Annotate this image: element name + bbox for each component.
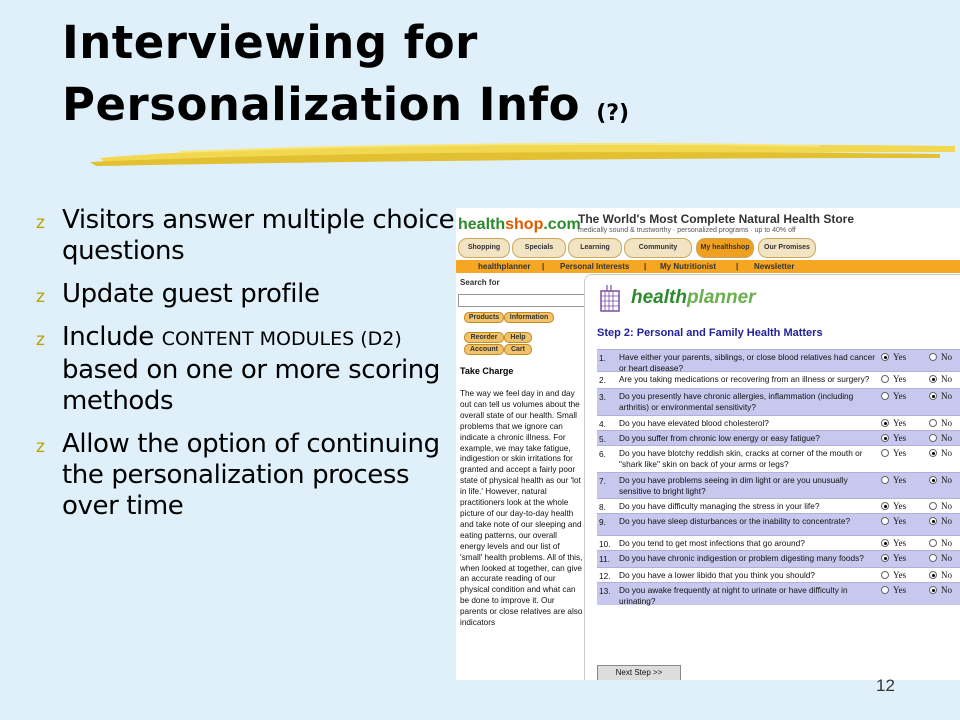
yes-label: Yes bbox=[893, 352, 907, 362]
no-radio[interactable] bbox=[929, 502, 937, 510]
no-radio[interactable] bbox=[929, 539, 937, 547]
take-charge-text: The way we feel day in and day out can tell us volumes about the overall state of our health. Small problems that we ignore can indicate a chronic illness. For example, we may take fatigue, indigestion or skin irritations for granted and accept a fairly poor state of physical health as our 'lot in life.' However, natural practitioners look at the whole picture of our day-to-day health and take note of our sleeping and eating patterns, our overall energy levels and our list of 'small' health problems. All of this, when looked at together, can give an accurate reading of our physical condition and what can be done to improve it. Our parents or close relatives are also indicators bbox=[460, 389, 583, 628]
yes-label: Yes bbox=[893, 501, 907, 511]
nav-label: Specials bbox=[524, 244, 554, 251]
yes-label: Yes bbox=[893, 475, 907, 485]
yes-label: Yes bbox=[893, 433, 907, 443]
no-label: No bbox=[941, 553, 952, 563]
question-text: Do you have difficulty managing the stress in your life? bbox=[619, 501, 820, 511]
healthplanner-logo-icon bbox=[597, 283, 627, 315]
cart-button[interactable]: Cart bbox=[504, 344, 532, 355]
question-number: 2. bbox=[599, 375, 606, 385]
question-number: 8. bbox=[599, 502, 606, 512]
yes-label: Yes bbox=[893, 418, 907, 428]
yes-radio[interactable] bbox=[881, 539, 889, 547]
no-radio[interactable] bbox=[929, 419, 937, 427]
bullet-text: Allow the option of continuing the personalization process over time bbox=[62, 429, 440, 521]
healthplanner-wordmark bbox=[631, 287, 756, 309]
no-radio[interactable] bbox=[929, 476, 937, 484]
question-row bbox=[597, 472, 960, 499]
yes-radio[interactable] bbox=[881, 502, 889, 510]
no-radio[interactable] bbox=[929, 434, 937, 442]
yellow-brush-stroke bbox=[60, 136, 960, 176]
question-text: Are you taking medications or recovering from an illness or surgery? bbox=[619, 374, 870, 384]
yes-label: Yes bbox=[893, 448, 907, 458]
site-header bbox=[456, 208, 960, 258]
question-number: 10. bbox=[599, 539, 611, 549]
yes-radio[interactable] bbox=[881, 392, 889, 400]
nav-learning[interactable] bbox=[568, 238, 622, 258]
question-text: Do you tend to get most infections that go around? bbox=[619, 538, 805, 548]
step-title: Step 2: Personal and Family Health Matters bbox=[597, 327, 823, 339]
search-label: Search for bbox=[460, 278, 500, 287]
bullet-text: based on one or more scoring methods bbox=[62, 355, 440, 416]
question-number: 4. bbox=[599, 419, 606, 429]
yes-radio[interactable] bbox=[881, 476, 889, 484]
question-number: 6. bbox=[599, 449, 606, 459]
question-number: 11. bbox=[599, 554, 610, 564]
question-row bbox=[597, 388, 960, 416]
question-text: Do you have blotchy reddish skin, cracks at corner of the mouth or "shark like" skin on back of your arms or legs? bbox=[619, 448, 863, 469]
question-text: Do you awake frequently at night to urinate or have difficulty in urinating? bbox=[619, 585, 848, 606]
no-label: No bbox=[941, 501, 952, 511]
no-label: No bbox=[941, 418, 952, 428]
subnav-divider: | bbox=[542, 262, 545, 271]
subnav-divider: | bbox=[736, 262, 739, 271]
yes-radio[interactable] bbox=[881, 586, 889, 594]
question-text: Do you presently have chronic allergies, inflammation (including arthritis) or environmental sensitivity? bbox=[619, 391, 854, 412]
yes-radio[interactable] bbox=[881, 554, 889, 562]
no-label: No bbox=[941, 585, 952, 595]
reorder-button[interactable]: Reorder bbox=[464, 332, 504, 343]
no-radio[interactable] bbox=[929, 586, 937, 594]
bullet-marker-icon: z bbox=[36, 287, 45, 307]
yes-label: Yes bbox=[893, 538, 907, 548]
subnav-personal-interests[interactable]: Personal Interests bbox=[560, 262, 630, 271]
question-text: Do you have chronic indigestion or problem digesting many foods? bbox=[619, 553, 864, 563]
bullet-list bbox=[36, 205, 456, 534]
no-label: No bbox=[941, 570, 952, 580]
yes-radio[interactable] bbox=[881, 434, 889, 442]
yes-radio[interactable] bbox=[881, 449, 889, 457]
question-text: Do you have sleep disturbances or the inability to concentrate? bbox=[619, 516, 851, 526]
question-row bbox=[597, 498, 960, 514]
bullet-item bbox=[36, 279, 456, 310]
no-radio[interactable] bbox=[929, 554, 937, 562]
nav-label: Learning bbox=[580, 244, 610, 251]
question-row bbox=[597, 445, 960, 473]
no-label: No bbox=[941, 374, 952, 384]
question-row bbox=[597, 513, 960, 536]
question-number: 12. bbox=[599, 571, 611, 581]
subnav-my-nutritionist[interactable]: My Nutritionist bbox=[660, 262, 716, 271]
no-radio[interactable] bbox=[929, 353, 937, 361]
no-label: No bbox=[941, 352, 952, 362]
question-number: 3. bbox=[599, 392, 606, 402]
yes-radio[interactable] bbox=[881, 419, 889, 427]
nav-shopping[interactable] bbox=[458, 238, 510, 258]
subnav-bar bbox=[456, 260, 960, 273]
take-charge-heading: Take Charge bbox=[460, 366, 514, 376]
help-button[interactable]: Help bbox=[504, 332, 532, 343]
question-row bbox=[597, 349, 960, 372]
nav-label: My healthshop bbox=[700, 244, 750, 251]
no-radio[interactable] bbox=[929, 375, 937, 383]
no-radio[interactable] bbox=[929, 392, 937, 400]
bullet-marker-icon: z bbox=[36, 213, 45, 233]
logo-suffix: .com bbox=[543, 216, 581, 233]
no-label: No bbox=[941, 475, 952, 485]
question-text: Do you suffer from chronic low energy or easy fatigue? bbox=[619, 433, 820, 443]
slide-title bbox=[62, 12, 762, 145]
bullet-text: Visitors answer multiple choice questions bbox=[62, 205, 455, 266]
yes-radio[interactable] bbox=[881, 353, 889, 361]
nav-label: Our Promises bbox=[764, 244, 810, 251]
question-text: Have either your parents, siblings, or close blood relatives had cancer or heart disease? bbox=[619, 352, 875, 373]
no-label: No bbox=[941, 448, 952, 458]
logo-accent: shop bbox=[505, 216, 544, 233]
left-sidebar bbox=[456, 274, 586, 680]
question-row bbox=[597, 430, 960, 446]
bullet-text-caps: CONTENT MODULES (D2) bbox=[161, 328, 402, 350]
no-radio[interactable] bbox=[929, 517, 937, 525]
yes-radio[interactable] bbox=[881, 571, 889, 579]
healthplanner-panel bbox=[584, 274, 960, 680]
yes-label: Yes bbox=[893, 553, 907, 563]
nav-community[interactable] bbox=[624, 238, 692, 258]
question-row bbox=[597, 371, 960, 389]
bullet-text: Include bbox=[62, 322, 154, 352]
question-text: Do you have elevated blood cholesterol? bbox=[619, 418, 769, 428]
title-line-2: Personalization Info bbox=[62, 78, 581, 131]
site-tagline: The World's Most Complete Natural Health Store bbox=[578, 212, 854, 226]
nav-my-healthshop[interactable] bbox=[696, 238, 754, 258]
question-row bbox=[597, 567, 960, 583]
no-label: No bbox=[941, 538, 952, 548]
no-label: No bbox=[941, 391, 952, 401]
website-screenshot bbox=[456, 208, 960, 680]
planner-brand: health bbox=[631, 287, 687, 308]
subnav-divider: | bbox=[644, 262, 647, 271]
products-button[interactable]: Products bbox=[464, 312, 504, 323]
no-radio[interactable] bbox=[929, 571, 937, 579]
yes-label: Yes bbox=[893, 374, 907, 384]
title-line-1: Interviewing for bbox=[62, 16, 478, 69]
nav-label: Shopping bbox=[467, 244, 501, 251]
no-radio[interactable] bbox=[929, 449, 937, 457]
nav-specials[interactable] bbox=[512, 238, 566, 258]
no-label: No bbox=[941, 433, 952, 443]
question-text: Do you have problems seeing in dim light or are you unusually sensitive to bright light? bbox=[619, 475, 848, 496]
question-number: 9. bbox=[599, 517, 606, 527]
page-number: 12 bbox=[876, 676, 895, 695]
bullet-text: Update guest profile bbox=[62, 279, 320, 309]
bullet-item bbox=[36, 322, 456, 417]
site-tagline-sub: medically sound & trustworthy · personalized programs · up to 40% off bbox=[578, 227, 796, 234]
yes-label: Yes bbox=[893, 570, 907, 580]
question-text: Do you have a lower libido that you think you should? bbox=[619, 570, 816, 580]
subnav-healthplanner[interactable]: healthplanner bbox=[478, 262, 531, 271]
account-button[interactable]: Account bbox=[464, 344, 504, 355]
bullet-marker-icon: z bbox=[36, 330, 45, 350]
question-number: 13. bbox=[599, 586, 611, 596]
question-row bbox=[597, 582, 960, 605]
nav-label: Community bbox=[638, 244, 678, 251]
question-row bbox=[597, 535, 960, 551]
yes-label: Yes bbox=[893, 585, 907, 595]
site-logo[interactable] bbox=[458, 216, 581, 234]
information-button[interactable]: Information bbox=[504, 312, 554, 323]
planner-accent: planner bbox=[686, 287, 756, 308]
yes-radio[interactable] bbox=[881, 375, 889, 383]
yes-radio[interactable] bbox=[881, 517, 889, 525]
title-suffix: (?) bbox=[596, 101, 630, 126]
logo-main: health bbox=[458, 216, 506, 233]
question-number: 5. bbox=[599, 434, 606, 444]
search-input[interactable] bbox=[458, 294, 586, 307]
question-number: 1. bbox=[599, 353, 606, 363]
nav-our-promises[interactable] bbox=[758, 238, 816, 258]
bullet-item bbox=[36, 205, 456, 267]
no-label: No bbox=[941, 516, 952, 526]
yes-label: Yes bbox=[893, 516, 907, 526]
bullet-marker-icon: z bbox=[36, 437, 45, 457]
next-step-button[interactable]: Next Step >> bbox=[597, 665, 681, 680]
question-row bbox=[597, 415, 960, 431]
yes-label: Yes bbox=[893, 391, 907, 401]
bullet-item bbox=[36, 429, 456, 522]
question-row bbox=[597, 550, 960, 568]
subnav-newsletter[interactable]: Newsletter bbox=[754, 262, 795, 271]
question-number: 7. bbox=[599, 476, 606, 486]
